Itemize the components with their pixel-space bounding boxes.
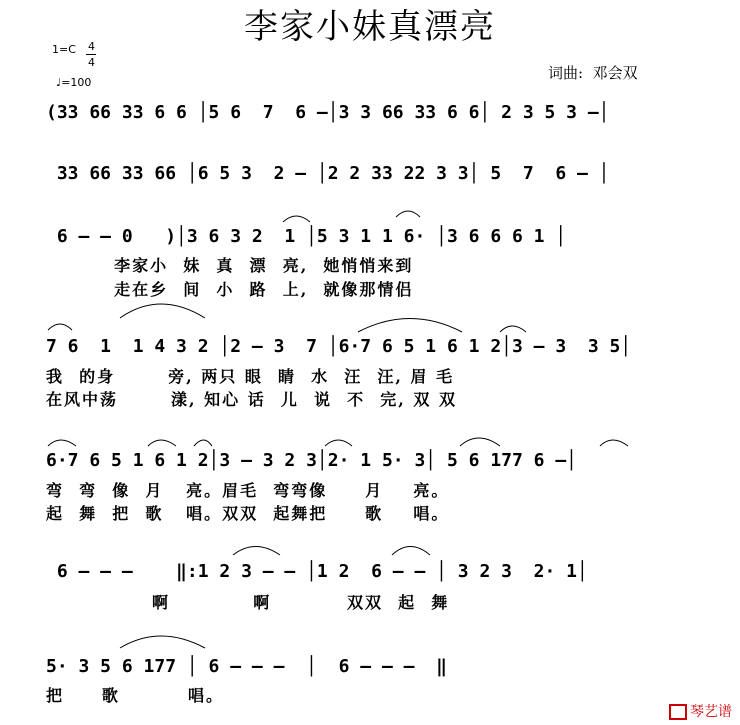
score-row-3-lyrics-verse-1: 李家小 妹 真 漂 亮, 她悄悄来到 [46, 256, 414, 275]
slur-arc [283, 216, 310, 222]
key-signature: 1=C [52, 43, 76, 56]
slur-arc [194, 440, 212, 446]
score-row-6-notes: 6 – – – ‖:1 2 3 – – │1 2 6 – – │ 3 2 3 2· 1│ [46, 561, 588, 582]
score-row-5-lyrics-verse-1: 弯 弯 像 月 亮。眉毛 弯弯像 月 亮。 [46, 481, 450, 500]
song-title: 李家小妹真漂亮 [244, 7, 496, 47]
score-row-4-lyrics-verse-1: 我 的身 旁, 两只 眼 睛 水 汪 汪, 眉 毛 [46, 367, 455, 386]
score-row-4-notes: 7 6 1 1 4 3 2 │2 – 3 7 │6·7 6 5 1 6 1 2│3 – 3 3 5│ [46, 336, 632, 357]
slur-arc [396, 211, 420, 217]
credits: 词曲: 邓会双 [548, 64, 638, 82]
time-signature-top: 4 [88, 40, 95, 53]
slur-arc [120, 636, 205, 648]
score-row-1-notes: (33 66 33 6 6 │5 6 7 6 –│3 3 66 33 6 6│ 2 3 5 3 –│ [46, 102, 610, 123]
score-row-4-lyrics-verse-2: 在风中荡 漾, 知心 话 儿 说 不 完, 双 双 [46, 390, 457, 409]
slur-arc [460, 438, 500, 446]
slur-arc [358, 319, 462, 333]
slur-arc [148, 440, 176, 446]
watermark-logo [669, 701, 732, 721]
slur-arc [500, 326, 526, 332]
slur-arc [48, 440, 76, 446]
score-row-6-lyrics: 啊 啊 双双 起 舞 [46, 593, 450, 612]
slur-arc [325, 440, 352, 446]
time-signature-bottom: 4 [88, 56, 95, 69]
score-row-2-notes: 33 66 33 66 │6 5 3 2 – │2 2 33 22 3 3│ 5 7 6 – │ [46, 163, 610, 184]
watermark-text: 琴艺谱 [690, 704, 732, 720]
slur-arc [392, 547, 430, 556]
score-row-3-lyrics-verse-2: 走在乡 间 小 路 上, 就像那情侣 [46, 280, 414, 299]
score-row-5-lyrics-verse-2: 起 舞 把 歌 唱。双双 起舞把 歌 唱。 [46, 504, 450, 523]
slur-arc [120, 304, 205, 318]
score-row-7-lyrics: 把 歌 唱。 [46, 686, 224, 705]
slur-arc [600, 440, 628, 446]
slur-arc [48, 324, 72, 330]
slur-arc [233, 547, 280, 556]
score-row-7-notes: 5· 3 5 6 177 │ 6 – – – │ 6 – – – ‖ [46, 656, 447, 677]
tempo-marking: ♩=100 [56, 76, 92, 89]
logo-icon [669, 704, 687, 720]
score-row-3-notes: 6 – – 0 )│3 6 3 2 1 │5 3 1 1 6· │3 6 6 6 1 │ [46, 226, 567, 247]
score-row-5-notes: 6·7 6 5 1 6 1 2│3 – 3 2 3│2· 1 5· 3│ 5 6 177 6 –│ [46, 450, 578, 471]
